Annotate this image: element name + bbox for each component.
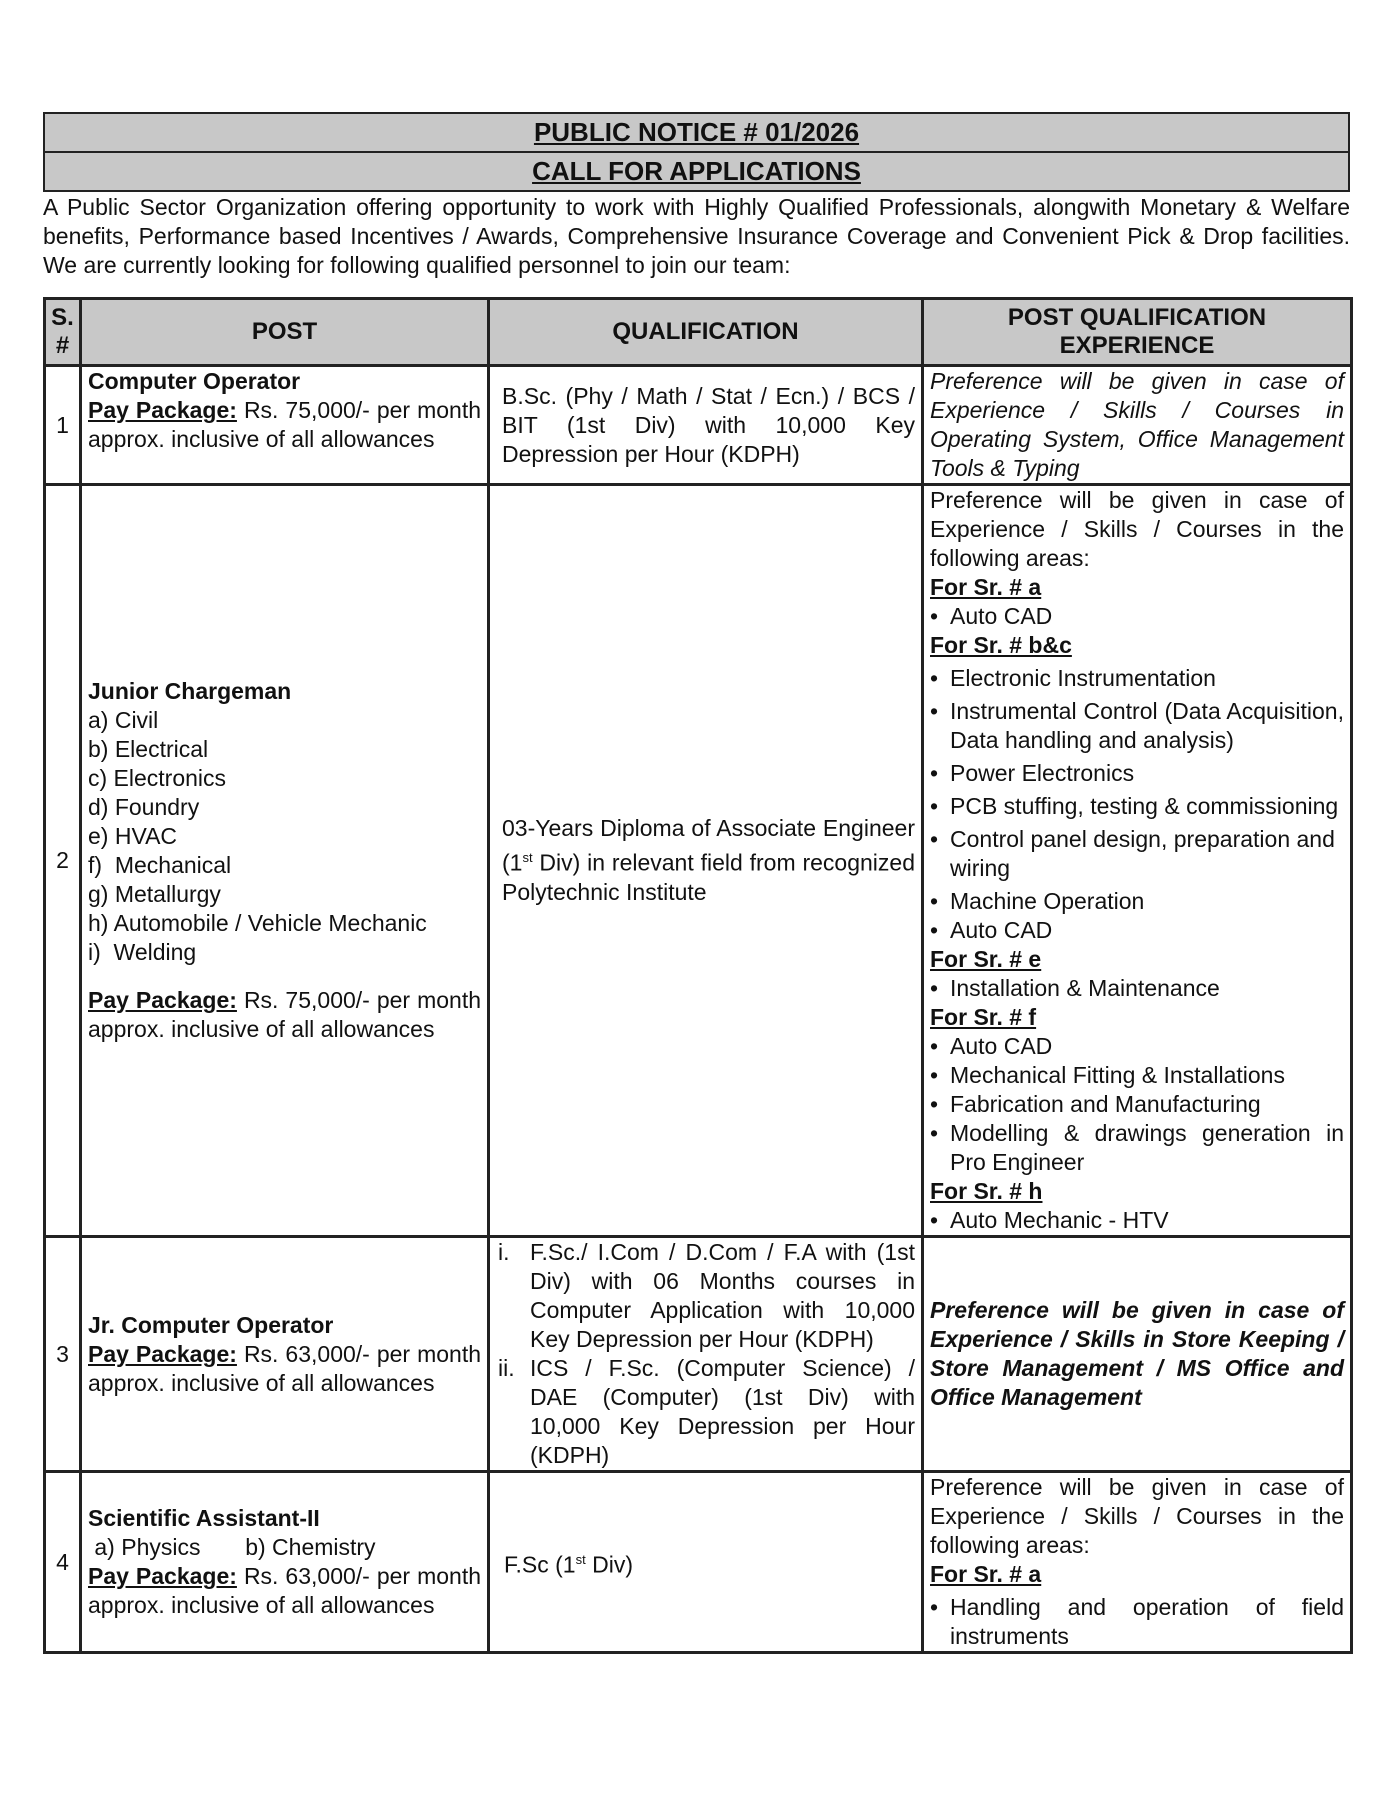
- pay-text: Rs. 75,000/- per month approx. inclusive of all allowances: [88, 987, 481, 1042]
- pay-label: Pay Package:: [88, 1340, 237, 1367]
- item-number: i.: [498, 1239, 510, 1265]
- group-label: For Sr. # b&c: [930, 632, 1072, 658]
- table-header-row: [45, 299, 1352, 366]
- list-item: • Electronic Instrumentation: [930, 664, 1344, 693]
- list-item: • Machine Operation: [930, 887, 1344, 916]
- notice-page: [43, 112, 1350, 1654]
- row-sn: 1: [45, 366, 81, 485]
- post-cell: [81, 485, 489, 1237]
- row-sn: 2: [45, 485, 81, 1237]
- experience-intro: Preference will be given in case of Experience / Skills / Courses in the following areas:: [930, 487, 1344, 571]
- list-item: • Auto Mechanic - HTV: [930, 1206, 1344, 1235]
- qualification-text: F.Sc (1: [504, 1551, 576, 1578]
- post-cell: [81, 1472, 489, 1653]
- experience-cell: Preference will be given in case of Experience / Skills in Store Keeping / Store Management / MS Office and Office Management: [923, 1237, 1352, 1472]
- sub-post: a) Physics b) Chemistry: [88, 1534, 376, 1560]
- row-sn: 4: [45, 1472, 81, 1653]
- group-label: For Sr. # e: [930, 946, 1042, 972]
- post-title: Junior Chargeman: [88, 678, 292, 704]
- sub-post: g) Metallurgy: [88, 881, 221, 907]
- sub-post: b) Electrical: [88, 736, 209, 762]
- qualification-sup: st: [522, 850, 533, 866]
- sub-post: i) Welding: [88, 939, 197, 965]
- item-number: ii.: [498, 1355, 515, 1381]
- list-item: • Control panel design, preparation and wiring: [930, 825, 1344, 883]
- qualification-sup: st: [575, 1551, 586, 1567]
- group-list: [930, 974, 1344, 1003]
- notice-subtitle: CALL FOR APPLICATIONS: [532, 156, 861, 186]
- notice-title-bar: [43, 112, 1350, 153]
- sub-post: f) Mechanical: [88, 852, 232, 878]
- post-title: Computer Operator: [88, 368, 301, 394]
- list-item: • Auto CAD: [930, 602, 1344, 631]
- list-item: • Power Electronics: [930, 759, 1344, 788]
- table-row: [45, 485, 1352, 1237]
- header-post: POST: [81, 299, 489, 366]
- sub-post: c) Electronics: [88, 765, 227, 791]
- sub-post: e) HVAC: [88, 823, 178, 849]
- list-item: • Fabrication and Manufacturing: [930, 1090, 1344, 1119]
- notice-title: PUBLIC NOTICE # 01/2026: [533, 117, 860, 147]
- table-row: [45, 366, 1352, 485]
- group-list: [930, 602, 1344, 631]
- list-item: • PCB stuffing, testing & commissioning: [930, 792, 1344, 821]
- post-cell: [81, 1237, 489, 1472]
- qualification-cell: [489, 485, 923, 1237]
- pay-package: [88, 1340, 481, 1398]
- qualification-text: 03-Years Diploma of Associate Engineer (1: [502, 815, 915, 876]
- group-list: [930, 664, 1344, 945]
- item-text: F.Sc./ I.Com / D.Com / F.A with (1st Div) with 06 Months courses in Computer Application with 10,000 Key Depression per Hour (KDPH): [530, 1239, 915, 1352]
- qualification-list: [498, 1238, 915, 1470]
- list-item: • Auto CAD: [930, 916, 1344, 945]
- header-experience: POST QUALIFICATION EXPERIENCE: [923, 299, 1352, 366]
- group-list: [930, 1206, 1344, 1235]
- post-cell: [81, 366, 489, 485]
- table-row: [45, 1472, 1352, 1653]
- sub-post: d) Foundry: [88, 794, 200, 820]
- header-sn: S. #: [45, 299, 81, 366]
- list-item: [498, 1354, 915, 1470]
- pay-package: [88, 986, 481, 1044]
- sub-post: a) Civil: [88, 707, 159, 733]
- post-title: Jr. Computer Operator: [88, 1311, 334, 1338]
- group-list: [930, 1032, 1344, 1177]
- experience-cell: [923, 485, 1352, 1237]
- pay-text: Rs. 75,000/- per month approx. inclusive of all allowances: [88, 397, 481, 452]
- list-item: • Instrumental Control (Data Acquisition, Data handling and analysis): [930, 697, 1344, 755]
- experience-cell: [923, 1472, 1352, 1653]
- notice-subtitle-bar: [43, 153, 1350, 192]
- qualification-text: Div): [585, 1551, 633, 1578]
- post-title: Scientific Assistant-II: [88, 1505, 320, 1531]
- pay-label: Pay Package:: [88, 397, 237, 423]
- list-item: • Mechanical Fitting & Installations: [930, 1061, 1344, 1090]
- qualification-text: Div) in relevant field from recognized Polytechnic Institute: [502, 849, 915, 905]
- pay-label: Pay Package:: [88, 1563, 237, 1589]
- list-item: • Installation & Maintenance: [930, 974, 1344, 1003]
- pay-label: Pay Package:: [88, 987, 237, 1013]
- notice-intro: A Public Sector Organization offering opportunity to work with Highly Qualified Professionals, alongwith Monetary & Welfare benefits, Performance based Incentives / Awards, Comprehensive Insurance Coverage and Convenient Pick & Drop facilities. We are currently looking for following qualified personnel to join our team:: [43, 194, 1350, 278]
- group-label: For Sr. # a: [930, 1561, 1042, 1587]
- list-item: • Auto CAD: [930, 1032, 1344, 1061]
- row-sn: 3: [45, 1237, 81, 1472]
- item-text: ICS / F.Sc. (Computer Science) / DAE (Computer) (1st Div) with 10,000 Key Depression per Hour (KDPH): [530, 1355, 915, 1468]
- sub-post: h) Automobile / Vehicle Mechanic: [88, 910, 427, 936]
- table-row: [45, 1237, 1352, 1472]
- experience-cell: Preference will be given in case of Experience / Skills / Courses in Operating System, Office Management Tools & Typing: [923, 366, 1352, 485]
- pay-text: Rs. 63,000/- per month approx. inclusive of all allowances: [88, 1340, 481, 1396]
- qualification-cell: [489, 1472, 923, 1653]
- list-item: [498, 1238, 915, 1354]
- pay-package: [88, 396, 481, 454]
- qualification-cell: B.Sc. (Phy / Math / Stat / Ecn.) / BCS / BIT (1st Div) with 10,000 Key Depression per Hour (KDPH): [489, 366, 923, 485]
- group-label: For Sr. # f: [930, 1004, 1037, 1030]
- header-qualification: QUALIFICATION: [489, 299, 923, 366]
- list-item: • Modelling & drawings generation in Pro Engineer: [930, 1119, 1344, 1177]
- qualification-cell: [489, 1237, 923, 1472]
- pay-text: Rs. 63,000/- per month approx. inclusive of all allowances: [88, 1563, 481, 1618]
- experience-intro: Preference will be given in case of Experience / Skills / Courses in the following areas:: [930, 1474, 1344, 1558]
- positions-table: [43, 297, 1353, 1654]
- list-item: • Handling and operation of field instruments: [930, 1593, 1344, 1651]
- group-label: For Sr. # a: [930, 574, 1042, 600]
- group-list: [930, 1593, 1344, 1651]
- group-label: For Sr. # h: [930, 1178, 1043, 1204]
- pay-package: [88, 1562, 481, 1620]
